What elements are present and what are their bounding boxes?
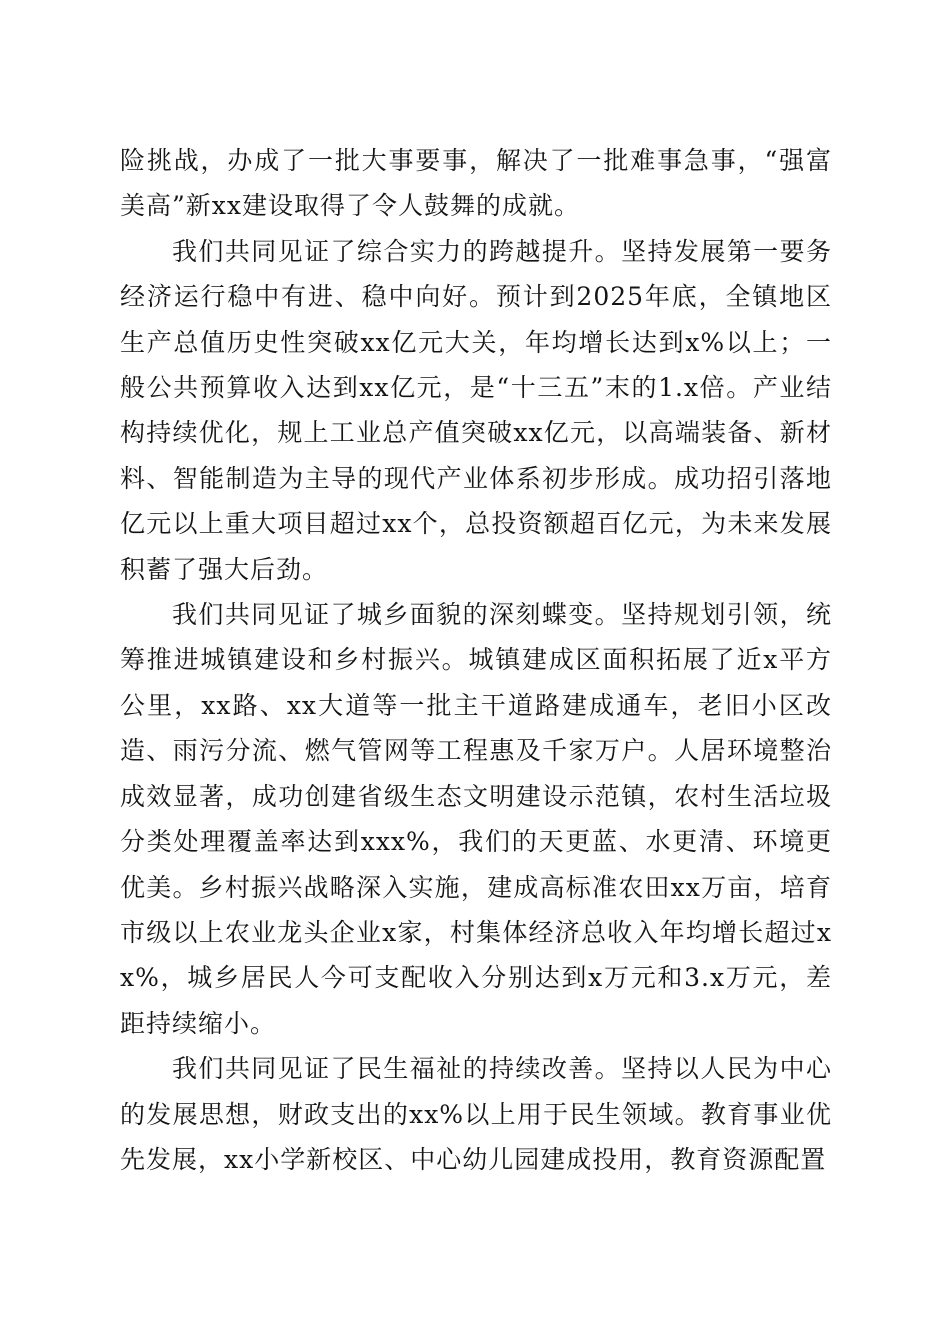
document-body xyxy=(120,138,832,1182)
paragraph-livelihood: 我们共同见证了民生福祉的持续改善。坚持以人民为中心的发展思想，财政支出的xx%以上用于民生领域。教育事业优先发展，xx小学新校区、中心幼儿园建成投用，教育资源配置 xyxy=(120,1054,832,1174)
paragraph-urban-rural: 我们共同见证了城乡面貌的深刻蝶变。坚持规划引领，统筹推进城镇建设和乡村振兴。城镇建成区面积拓展了近x平方公里，xx路、xx大道等一批主干道路建成通车，老旧小区改造、雨污分流、燃气管网等工程惠及千家万户。人居环境整治成效显著，成功创建省级生态文明建设示范镇，农村生活垃圾分类处理覆盖率达到xxx%，我们的天更蓝、水更清、环境更优美。乡村振兴战略深入实施，建成高标准农田xx万亩，培育市级以上农业龙头企业x家，村集体经济总收入年均增长超过xx%，城乡居民人今可支配收入分别达到x万元和3.x万元，差距持续缩小。 xyxy=(120,600,832,1038)
paragraph-comprehensive-strength: 我们共同见证了综合实力的跨越提升。坚持发展第一要务经济运行稳中有进、稳中向好。预计到2025年底，全镇地区生产总值历史性突破xx亿元大关，年均增长达到x%以上；一般公共预算收入达到xx亿元，是“十三五”末的1.x倍。产业结构持续优化，规上工业总产值突破xx亿元，以高端装备、新材料、智能制造为主导的现代产业体系初步形成。成功招引落地亿元以上重大项目超过xx个，总投资额超百亿元，为未来发展积蓄了强大后劲。 xyxy=(120,236,832,584)
paragraph-continuation: 险挑战，办成了一批大事要事，解决了一批难事急事，“强富美高”新xx建设取得了令人鼓舞的成就。 xyxy=(120,146,832,221)
